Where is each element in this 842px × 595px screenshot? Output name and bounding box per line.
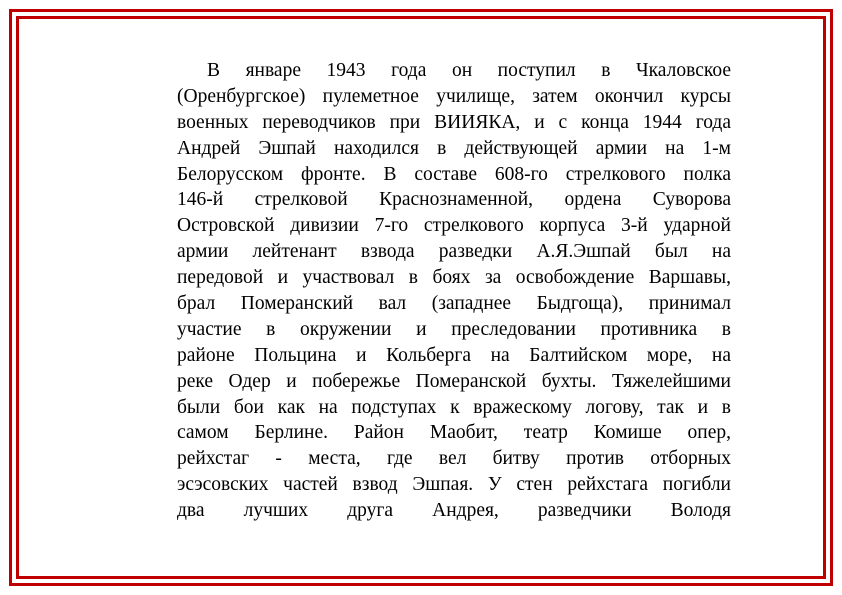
paragraph-line: В январе 1943 года он поступил в Чкаловское bbox=[207, 60, 731, 81]
paragraph-line: Островской дивизии 7-го стрелкового корпуса 3-й ударной bbox=[177, 215, 731, 237]
paragraph-line: (Оренбургское) пулеметное училище, затем окончил курсы bbox=[177, 85, 731, 107]
paragraph-line: военных переводчиков при ВИИЯКА, и с конца 1944 года bbox=[177, 111, 731, 133]
paragraph-line: передовой и участвовал в боях за освобождение Варшавы, bbox=[177, 267, 731, 289]
paragraph-line: брал Померанский вал (западнее Быдгоща), принимал bbox=[177, 293, 731, 315]
paragraph-line: эсэсовских частей взвод Эшпая. У стен рейхстага погибли bbox=[177, 474, 731, 496]
paragraph-line: участие в окружении и преследовании противника в bbox=[177, 318, 731, 340]
paragraph-line: Андрей Эшпай находился в действующей армии на 1-м bbox=[177, 137, 731, 159]
paragraph-line: 146-й стрелковой Краснознаменной, ордена Суворова bbox=[177, 189, 731, 211]
paragraph-line: армии лейтенант взвода разведки А.Я.Эшпай был на bbox=[177, 241, 731, 263]
paragraph-line: самом Берлине. Район Маобит, театр Комише опер, bbox=[177, 422, 731, 444]
paragraph-line: реке Одер и побережье Померанской бухты. Тяжелейшими bbox=[177, 370, 731, 392]
paragraph-line: два лучших друга Андрея, разведчики Володя bbox=[177, 500, 731, 522]
paragraph-line: районе Польцина и Кольберга на Балтийском море, на bbox=[177, 344, 731, 366]
paragraph-line: были бои как на подступах к вражескому логову, так и в bbox=[177, 396, 731, 418]
paragraph-line: рейхстаг - места, где вел битву против отборных bbox=[177, 448, 731, 470]
paragraph-line: Белорусском фронте. В составе 608-го стрелкового полка bbox=[177, 163, 731, 185]
body-paragraph bbox=[177, 58, 731, 524]
